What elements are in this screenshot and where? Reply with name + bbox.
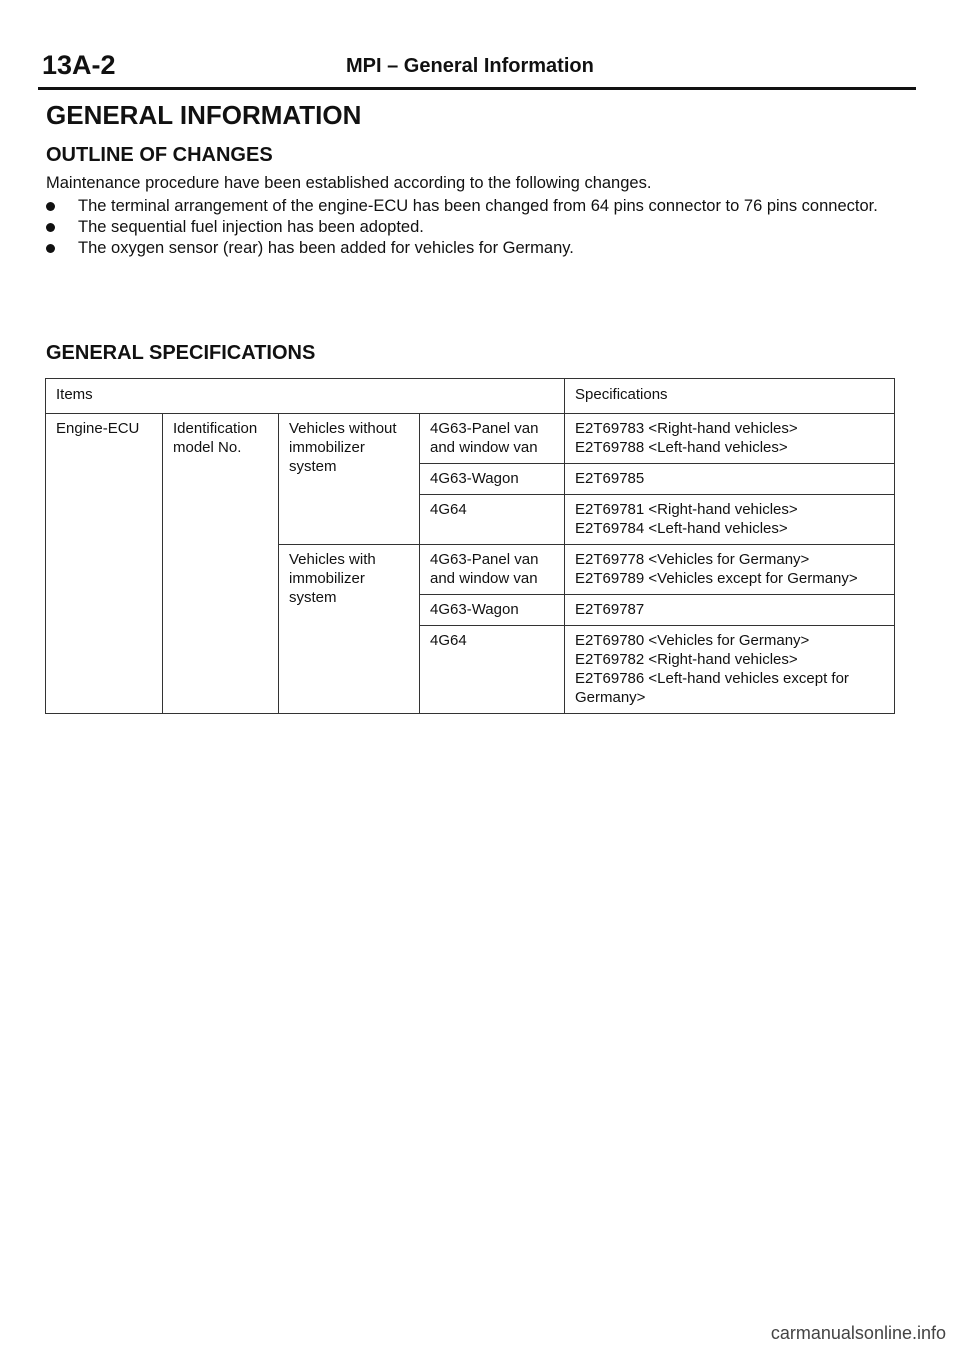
spec-line: E2T69789 <Vehicles except for Germany>	[575, 570, 858, 587]
model-cell: 4G63-Panel van and window van	[420, 414, 565, 464]
spec-cell	[565, 626, 895, 714]
spec-line: E2T69783 <Right-hand vehicles>	[575, 420, 798, 437]
spec-cell	[565, 414, 895, 464]
header-rule	[38, 87, 916, 90]
spec-cell	[565, 595, 895, 626]
page-title: GENERAL INFORMATION	[46, 100, 362, 130]
spec-line: E2T69787	[575, 601, 645, 618]
bullet-dot-icon	[46, 202, 55, 211]
outline-heading: OUTLINE OF CHANGES	[46, 144, 273, 166]
bullet-item	[46, 196, 916, 217]
bullet-text: The terminal arrangement of the engine-ECU has been changed from 64 pins connector to 76 pins connector.	[78, 197, 878, 215]
outline-intro: Maintenance procedure have been established according to the following changes.	[46, 174, 652, 192]
bullet-dot-icon	[46, 244, 55, 253]
spec-cell	[565, 464, 895, 495]
bullet-item	[46, 238, 916, 259]
model-cell: 4G63-Panel van and window van	[420, 545, 565, 595]
item-cell: Engine-ECU	[46, 414, 163, 714]
specs-heading: GENERAL SPECIFICATIONS	[46, 342, 316, 364]
sub-item-cell: Identification model No.	[163, 414, 279, 714]
spec-line: E2T69780 <Vehicles for Germany>	[575, 632, 810, 649]
watermark: carmanualsonline.info	[770, 1323, 946, 1343]
bullet-item	[46, 217, 916, 238]
model-cell: 4G63-Wagon	[420, 595, 565, 626]
spec-line: E2T69781 <Right-hand vehicles>	[575, 501, 798, 518]
model-cell: 4G64	[420, 495, 565, 545]
spec-line: E2T69788 <Left-hand vehicles>	[575, 439, 788, 456]
bullet-text: The sequential fuel injection has been adopted.	[78, 218, 424, 236]
running-title: MPI – General Information	[346, 55, 594, 77]
page-number: 13A-2	[42, 50, 116, 80]
outline-bullet-list	[46, 196, 916, 259]
spec-line: E2T69785	[575, 470, 645, 487]
group-label-cell: Vehicles with immobilizer system	[279, 545, 420, 714]
spec-cell	[565, 545, 895, 595]
model-cell: 4G63-Wagon	[420, 464, 565, 495]
table-header-row	[46, 379, 895, 414]
spec-cell	[565, 495, 895, 545]
spec-line: E2T69784 <Left-hand vehicles>	[575, 520, 788, 537]
model-cell: 4G64	[420, 626, 565, 714]
spec-line: E2T69778 <Vehicles for Germany>	[575, 551, 810, 568]
bullet-text: The oxygen sensor (rear) has been added for vehicles for Germany.	[78, 239, 574, 257]
table-row	[46, 414, 895, 464]
column-header-specifications: Specifications	[565, 379, 895, 414]
group-label-cell: Vehicles without immobilizer system	[279, 414, 420, 545]
page-header	[38, 50, 916, 90]
specifications-table	[45, 378, 895, 714]
spec-line: E2T69786 <Left-hand vehicles except for Germany>	[575, 670, 849, 706]
spec-line: E2T69782 <Right-hand vehicles>	[575, 651, 798, 668]
bullet-dot-icon	[46, 223, 55, 232]
column-header-items: Items	[46, 379, 565, 414]
